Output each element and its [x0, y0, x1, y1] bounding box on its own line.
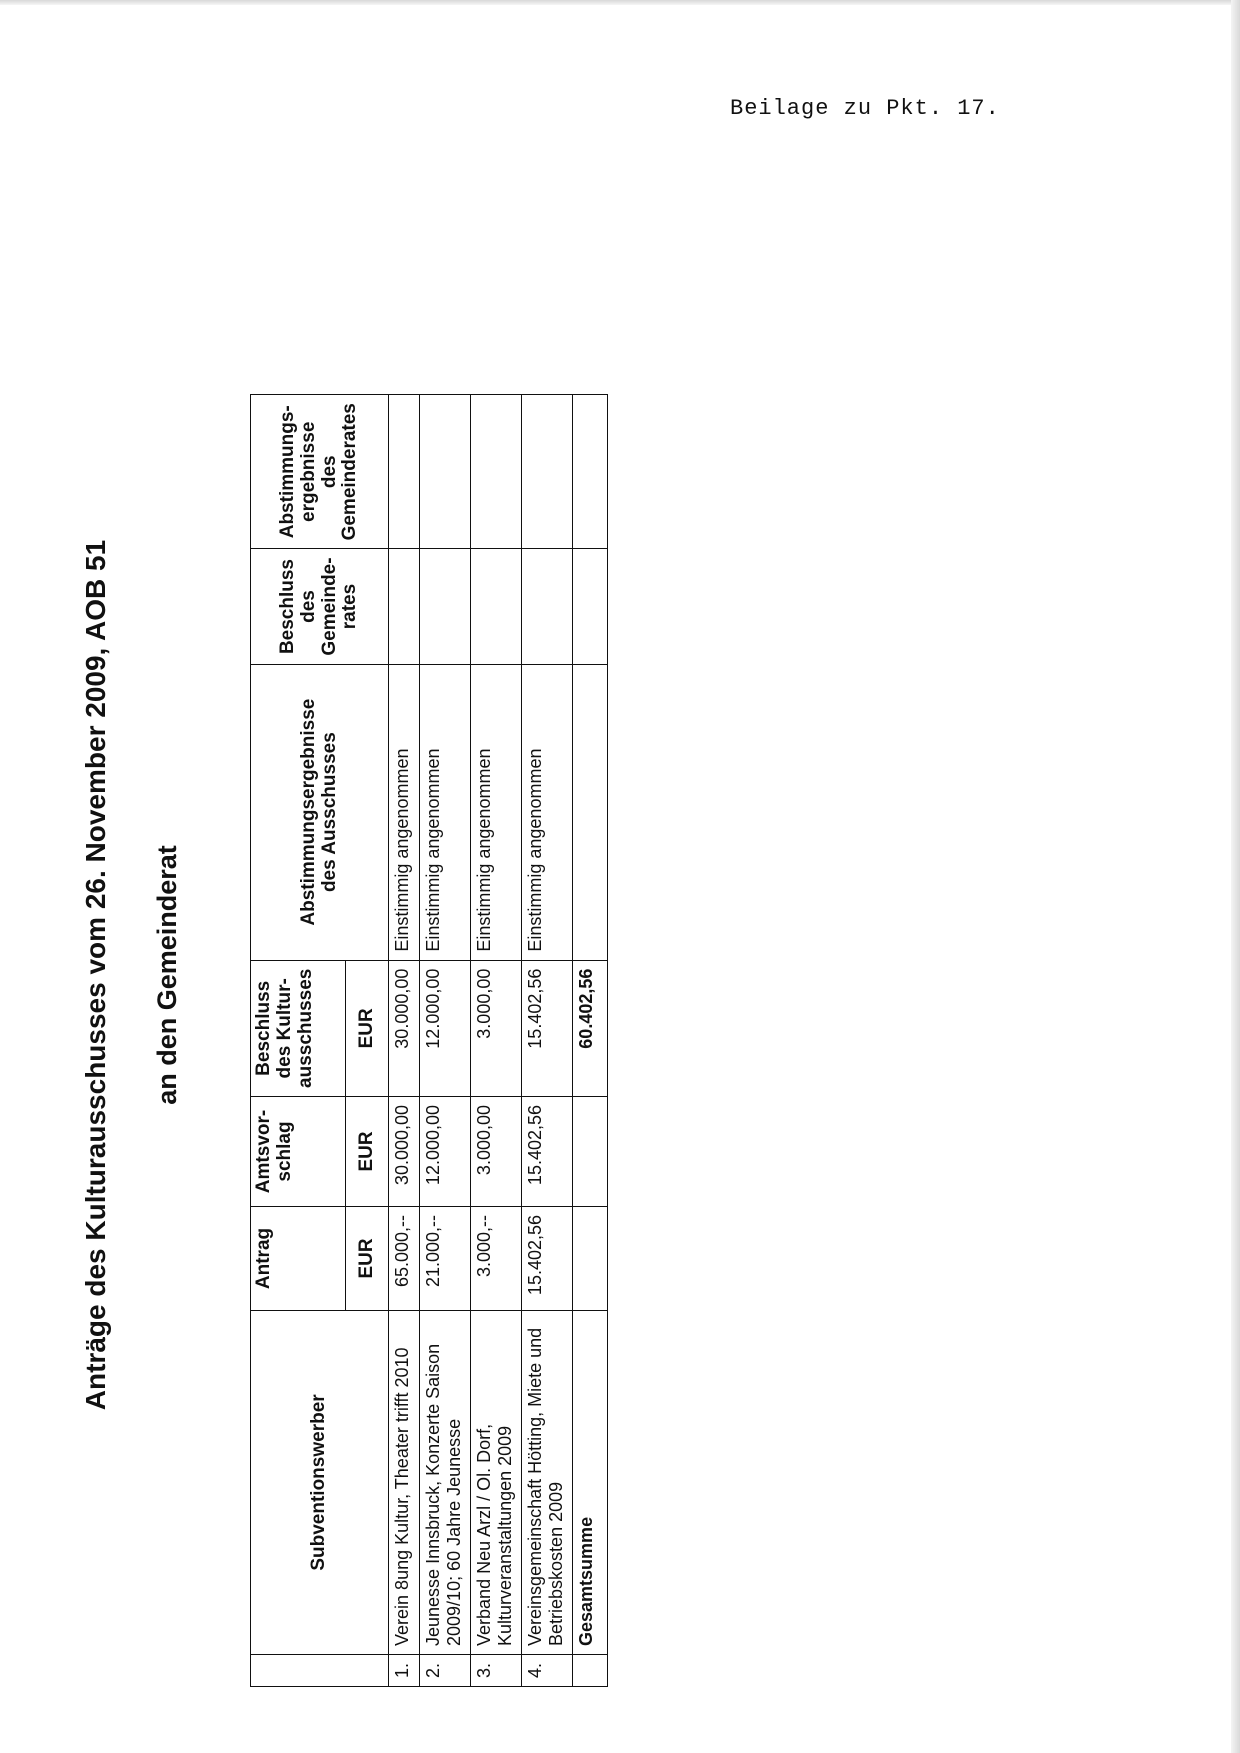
total-amtsvorschlag	[573, 1096, 608, 1206]
row-antrag: 3.000,--	[471, 1206, 522, 1310]
header-beschluss-gr-line2: des	[297, 590, 319, 623]
header-abst-ausschuss-line2: des Ausschusses	[318, 732, 340, 893]
table-row	[420, 395, 471, 1687]
header-beschluss-gemeinderat	[251, 549, 389, 664]
row-antrag: 65.000,--	[389, 1206, 420, 1310]
row-beschluss: 15.402,56	[522, 960, 573, 1096]
row-abstimmung-gr	[471, 395, 522, 549]
header-abstimmung-ausschuss	[251, 664, 389, 960]
table-row	[471, 395, 522, 1687]
header-amtsvorschlag-line2: schlag	[273, 1121, 295, 1182]
row-abstimmung-gr	[420, 395, 471, 549]
header-antrag	[251, 1206, 346, 1310]
total-antrag	[573, 1206, 608, 1310]
attachment-note: Beilage zu Pkt. 17.	[730, 96, 1000, 121]
page-subtitle: an den Gemeinderat	[152, 845, 182, 1105]
header-beschluss-gr-line3: Gemeinde-	[318, 557, 340, 656]
row-nr: 2.	[420, 1654, 471, 1686]
row-name: Verband Neu Arzl / Ol. Dorf, Kulturveranstaltungen 2009	[471, 1310, 522, 1654]
row-name: Verein 8ung Kultur, Theater trifft 2010	[389, 1310, 420, 1654]
header-abst-ausschuss-line1: Abstimmungsergebnisse	[297, 698, 319, 926]
header-abstimmung-gemeinderat	[251, 395, 389, 549]
total-label: Gesamtsumme	[573, 1310, 608, 1654]
total-abstimmung-gr	[573, 395, 608, 549]
row-nr: 4.	[522, 1654, 573, 1686]
row-beschluss: 12.000,00	[420, 960, 471, 1096]
row-amtsvorschlag: 30.000,00	[389, 1096, 420, 1206]
table-total-row	[573, 395, 608, 1687]
row-beschluss-gr	[522, 549, 573, 664]
row-antrag: 21.000,--	[420, 1206, 471, 1310]
row-abstimmung: Einstimmig angenommen	[420, 664, 471, 960]
row-antrag: 15.402,56	[522, 1206, 573, 1310]
scan-edge-top	[0, 0, 1240, 5]
header-abst-gr-line1: Abstimmungs-	[276, 405, 298, 539]
row-name: Jeunesse Innsbruck, Konzerte Saison 2009/10; 60 Jahre Jeunesse	[420, 1310, 471, 1654]
row-abstimmung-gr	[522, 395, 573, 549]
row-abstimmung: Einstimmig angenommen	[471, 664, 522, 960]
table-row	[389, 395, 420, 1687]
row-abstimmung-gr	[389, 395, 420, 549]
table-header-row	[251, 395, 346, 1687]
page-title: Anträge des Kulturausschusses vom 26. November 2009, AOB 51	[80, 539, 111, 1411]
header-beschluss-ka-line2: des Kultur-	[273, 978, 295, 1079]
unit-amtsvorschlag: EUR	[346, 1096, 389, 1206]
total-abstimmung	[573, 664, 608, 960]
row-beschluss-gr	[389, 549, 420, 664]
header-amtsvorschlag	[251, 1096, 346, 1206]
header-abst-gr-line2: ergebnisse des	[297, 421, 340, 522]
row-beschluss: 30.000,00	[389, 960, 420, 1096]
header-nr	[251, 1654, 389, 1686]
row-name: Vereinsgemeinschaft Hötting, Miete und Betriebskosten 2009	[522, 1310, 573, 1654]
row-nr: 1.	[389, 1654, 420, 1686]
header-abst-gr-line3: Gemeinderates	[339, 403, 361, 541]
row-abstimmung: Einstimmig angenommen	[389, 664, 420, 960]
unit-beschluss-ka: EUR	[346, 960, 389, 1096]
header-beschluss-ka-line1: Beschluss	[253, 980, 274, 1076]
row-nr: 3.	[471, 1654, 522, 1686]
row-beschluss-gr	[471, 549, 522, 664]
row-beschluss: 3.000,00	[471, 960, 522, 1096]
header-beschluss-gr-line1: Beschluss	[276, 559, 298, 655]
header-beschluss-gr-line4: rates	[339, 583, 361, 630]
total-beschluss: 60.402,56	[573, 960, 608, 1096]
header-beschluss-kulturausschuss	[251, 960, 346, 1096]
row-abstimmung: Einstimmig angenommen	[522, 664, 573, 960]
header-antrag-label: Antrag	[253, 1227, 274, 1290]
header-subventionswerber: Subventionswerber	[251, 1310, 389, 1654]
row-amtsvorschlag: 3.000,00	[471, 1096, 522, 1206]
row-amtsvorschlag: 15.402,56	[522, 1096, 573, 1206]
total-nr	[573, 1654, 608, 1686]
unit-antrag: EUR	[346, 1206, 389, 1310]
header-beschluss-ka-line3: ausschusses	[294, 968, 316, 1088]
total-beschluss-gr	[573, 549, 608, 664]
scan-edge-right	[1231, 0, 1240, 1753]
row-beschluss-gr	[420, 549, 471, 664]
row-amtsvorschlag: 12.000,00	[420, 1096, 471, 1206]
header-amtsvorschlag-line1: Amtsvor-	[253, 1109, 274, 1194]
table-row	[522, 395, 573, 1687]
rotated-content	[60, 225, 640, 1725]
subsidy-table	[250, 394, 608, 1687]
